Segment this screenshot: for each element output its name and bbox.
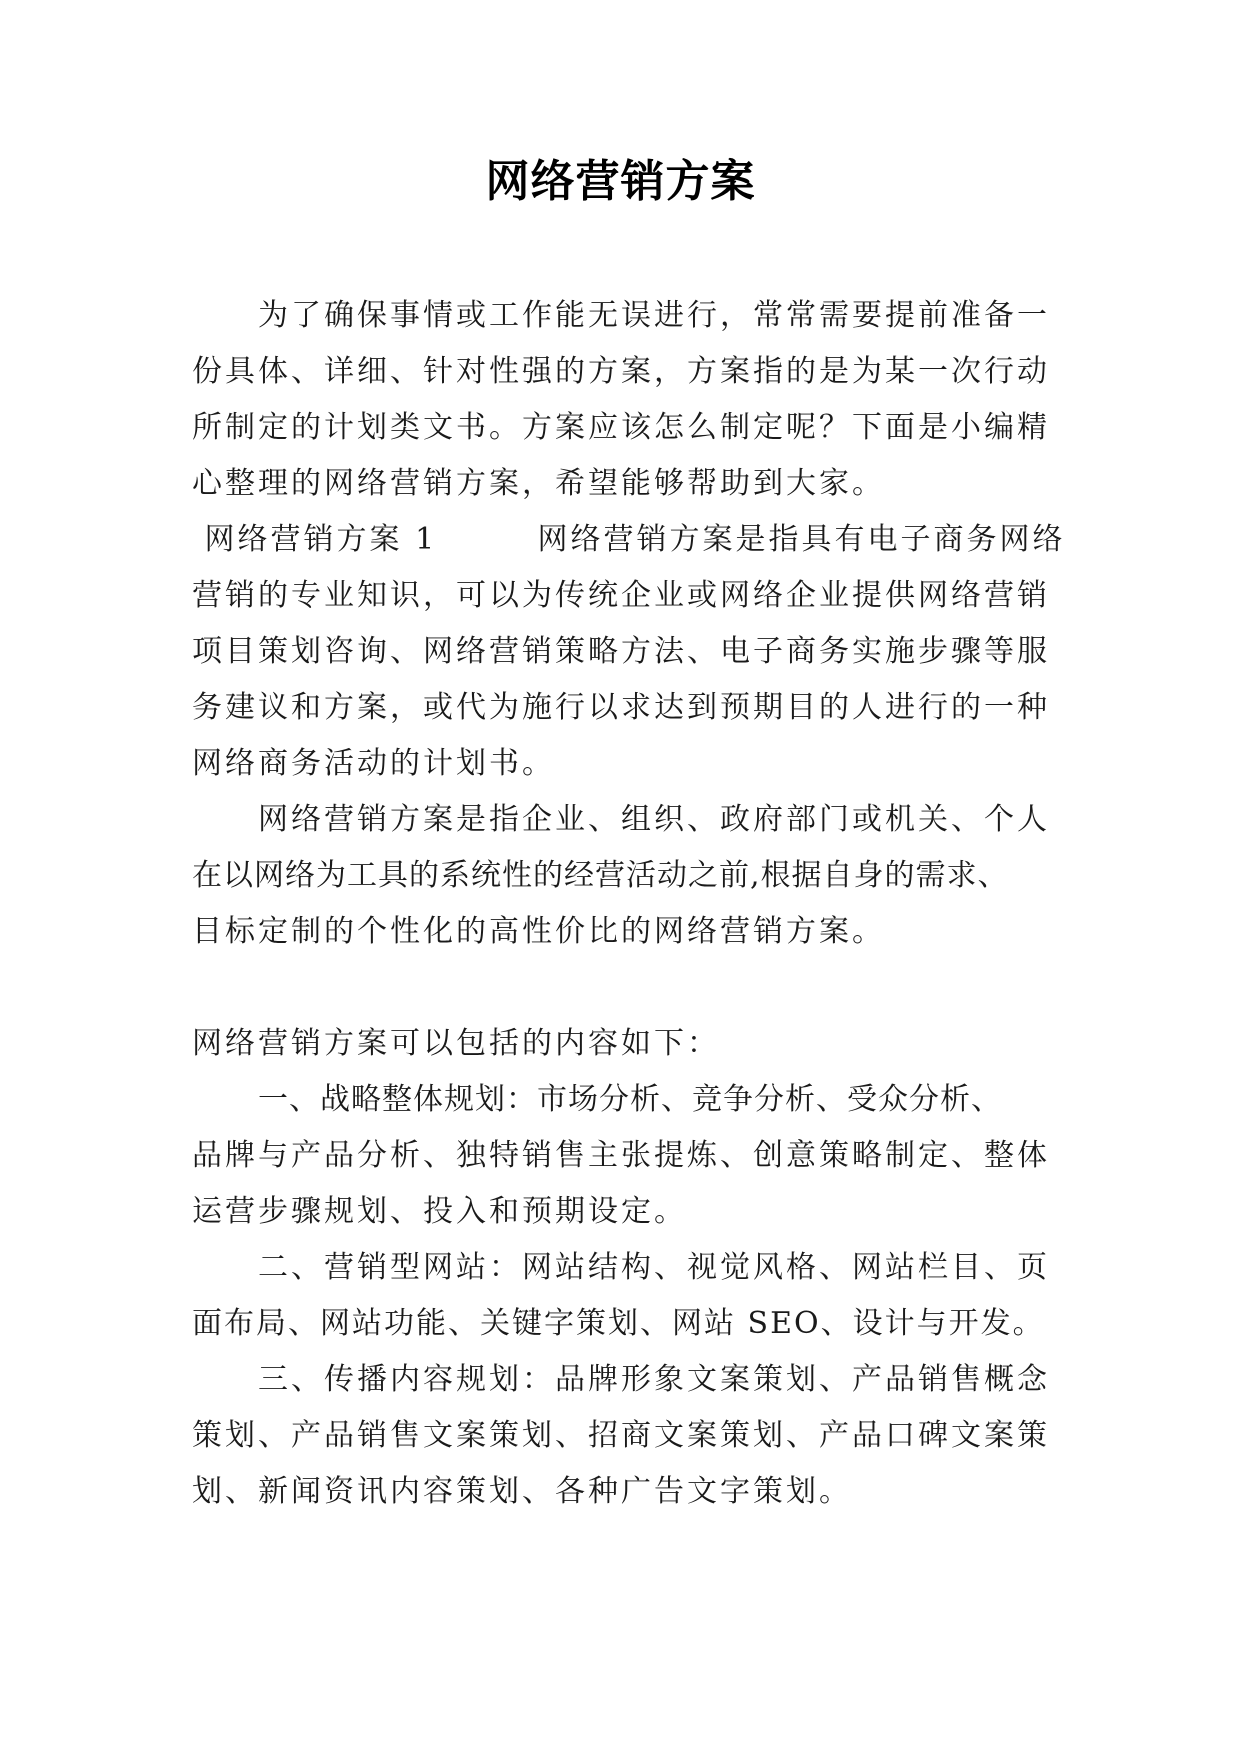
section-heading-line: 网络营销方案 1 网络营销方案是指具有电子商务网络 [192, 522, 1066, 557]
body-text-line: 运营步骤规划、投入和预期设定。 [192, 1194, 687, 1229]
document-title: 网络营销方案 [485, 156, 756, 207]
body-text-line: 网络营销方案可以包括的内容如下： [192, 1026, 720, 1061]
body-text-line: 务建议和方案，或代为施行以求达到预期目的人进行的一种 [192, 690, 1050, 725]
body-text-line: 营销的专业知识，可以为传统企业或网络企业提供网络营销 [192, 578, 1050, 613]
body-text-line: 项目策划咨询、网络营销策略方法、电子商务实施步骤等服 [192, 634, 1050, 669]
body-text-line: 网络商务活动的计划书。 [192, 746, 555, 781]
body-text-line: 划、新闻资讯内容策划、各种广告文字策划。 [192, 1474, 852, 1509]
body-text-line: 所制定的计划类文书。方案应该怎么制定呢？下面是小编精 [192, 410, 1050, 445]
body-text-line: 目标定制的个性化的高性价比的网络营销方案。 [192, 914, 885, 949]
body-text-line: 品牌与产品分析、独特销售主张提炼、创意策略制定、整体 [192, 1138, 1050, 1173]
list-item-line: 一、战略整体规划：市场分析、竞争分析、受众分析、 [258, 1082, 1002, 1117]
list-item-line: 三、传播内容规划：品牌形象文案策划、产品销售概念 [258, 1362, 1050, 1397]
list-item-line: 二、营销型网站：网站结构、视觉风格、网站栏目、页 [258, 1250, 1050, 1285]
body-text-line: 在以网络为工具的系统性的经营活动之前,根据自身的需求、 [192, 858, 1009, 893]
body-text-line: 份具体、详细、针对性强的方案，方案指的是为某一次行动 [192, 354, 1050, 389]
body-text-line: 为了确保事情或工作能无误进行，常常需要提前准备一 [258, 298, 1050, 333]
body-text-line: 心整理的网络营销方案，希望能够帮助到大家。 [192, 466, 885, 501]
body-text-line: 面布局、网站功能、关键字策划、网站 SEO、设计与开发。 [192, 1306, 1045, 1341]
body-text-line: 策划、产品销售文案策划、招商文案策划、产品口碑文案策 [192, 1418, 1050, 1453]
body-text-line: 网络营销方案是指企业、组织、政府部门或机关、个人 [258, 802, 1050, 837]
